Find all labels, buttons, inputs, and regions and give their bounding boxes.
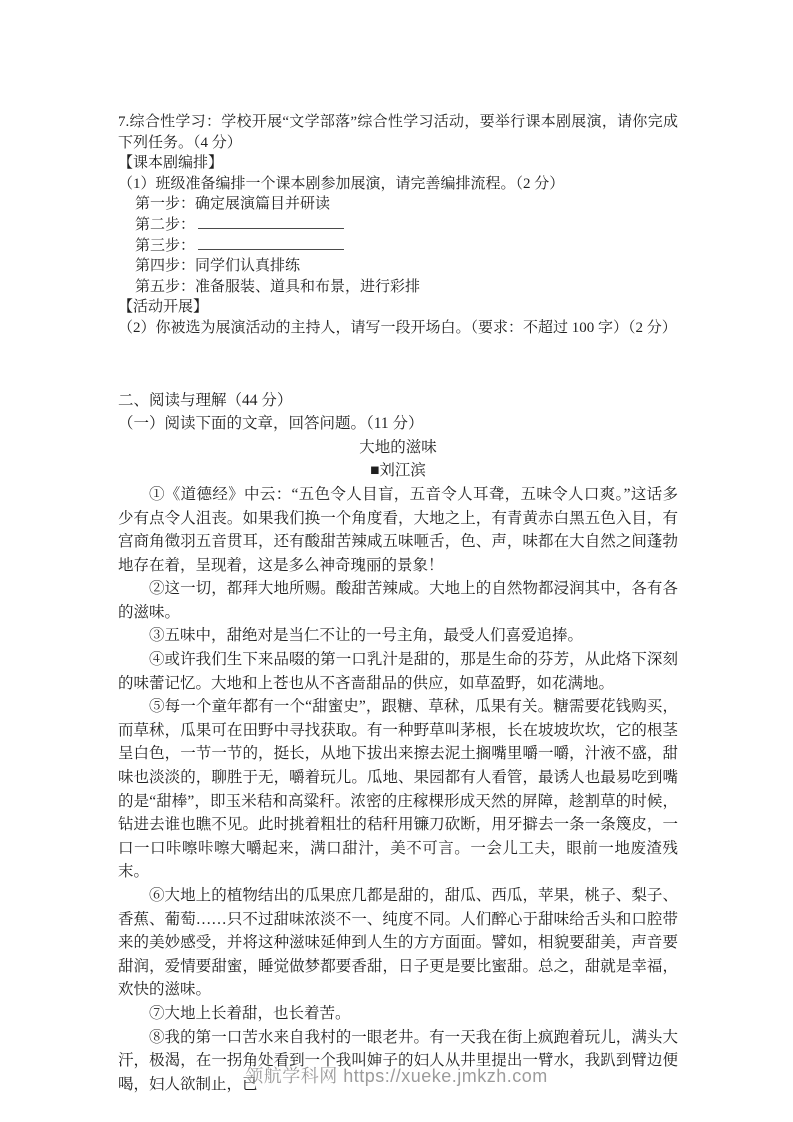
- step-text: 同学们认真排练: [195, 258, 301, 275]
- step-label: 第四步：: [135, 258, 196, 275]
- watermark-footer: 领航学科网 https://xueke.jmkzh.com: [245, 1066, 548, 1086]
- blank-underline: [198, 236, 344, 250]
- bracket-header-activity: 【活动开展】: [118, 299, 209, 316]
- article-paragraph-3: ③五味中，甜绝对是当仁不让的一号主角，最受人们喜爱追捧。: [149, 627, 584, 645]
- question-7-intro: 7.综合性学习：学校开展“文学部落”综合性学习活动，要举行课本剧展演，请你完成下列任务。（4 分）: [118, 114, 678, 151]
- article-author: ■刘江滨: [370, 462, 426, 480]
- step-text: 准备服装、道具和布景，进行彩排: [195, 278, 421, 295]
- page-content: [118, 112, 678, 1096]
- step-label: 第五步：: [135, 278, 196, 295]
- step-line-3: [135, 236, 678, 257]
- article-paragraph-2: ②这一切，都拜大地所赐。酸甜苦辣咸。大地上的自然物都浸润其中，各有各的滋味。: [118, 580, 678, 621]
- article-paragraph-6: ⑥大地上的植物结出的瓜果庶几都是甜的，甜瓜、西瓜，苹果，桃子、梨子、香蕉、葡萄……只不过甜味浓淡不一、纯度不同。人们醉心于甜味给舌头和口腔带来的美妙感受，并将这种滋味延伸到人生的方方面面。譬如，相貌要甜美，声音要甜润，爱情要甜蜜，睡觉做梦都要香甜，日子更是要比蜜甜。总之，甜就是幸福，欢快的滋味。: [118, 887, 678, 999]
- section-2-heading: 二、阅读与理解（44 分）: [118, 391, 293, 409]
- article-paragraph-5: ⑤每一个童年都有一个“甜蜜史”，跟糖、草秫，瓜果有关。糖需要花钱购买，而草秫，瓜果可在田野中寻找获取。有一种野草叫茅根，长在坡坡坎坎，它的根茎呈白色，一节一节的，挺长，从地下拔出来擦去泥土搁嘴里嚼一嚼，汁液不盛，甜味也淡淡的，聊胜于无，嚼着玩儿。瓜地、果园都有人看管，最诱人也最易吃到嘴的是“甜棒”，即玉米秸和高粱秆。浓密的庄稼棵形成天然的屏障，趁割草的时候，钻进去谁也瞧不见。此时挑着粗壮的秸秆用镰刀砍断，用牙擗去一条一条篾皮，一口一口咔嚓咔嚓大嚼起来，满口甜汁，美不可言。一会儿工夫，眼前一地废渣残末。: [118, 698, 678, 881]
- article-paragraph-1: ①《道德经》中云：“五色令人目盲，五音令人耳聋，五味令人口爽。”这话多少有点令人沮丧。如果我们换一个角度看，大地之上，有青黄赤白黑五色入目，有宫商角徵羽五音贯耳，还有酸甜苦辣咸五味咂舌，色、声，味都在大自然之间蓬勃地存在着，呈现着，这是多么神奇瑰丽的景象！: [118, 485, 678, 574]
- step-label: 第二步：: [135, 216, 196, 233]
- step-label: 第一步：: [135, 196, 196, 213]
- section-2-subheading: （一）阅读下面的文章，回答问题。（11 分）: [118, 415, 424, 433]
- step-line-4: [135, 256, 678, 277]
- step-line-2: [135, 215, 678, 236]
- step-text: 确定展演篇目并研读: [195, 196, 331, 213]
- article-title: 大地的滋味: [359, 438, 437, 456]
- step-list: [135, 194, 678, 297]
- bracket-header-rehearsal: 【课本剧编排】: [118, 155, 224, 172]
- article-paragraph-8: ⑧我的第一口苦水来自我村的一眼老井。有一天我在街上疯跑着玩儿，满头大汗，极渴，在一拐角处看到一个我叫婶子的妇人从井里提出一臂水，我趴到臂边便喝，妇人欲制止，已: [118, 1028, 678, 1093]
- question-7-block: [118, 112, 678, 339]
- step-line-1: [135, 194, 678, 215]
- reading-section: [118, 389, 678, 1097]
- article-paragraph-7: ⑦大地上长着甜，也长着苦。: [149, 1004, 351, 1022]
- blank-underline: [198, 215, 344, 229]
- article-paragraph-4: ④或许我们生下来品啜的第一口乳汁是甜的，那是生命的芬芳，从此烙下深刻的味蕾记忆。大地和上苍也从不吝啬甜品的供应，如草盈野，如花满地。: [118, 651, 678, 692]
- step-label: 第三步：: [135, 237, 196, 254]
- question-1-text: （1）班级准备编排一个课本剧参加展演，请完善编排流程。（2 分）: [118, 175, 565, 192]
- step-line-5: [135, 277, 678, 298]
- question-2-text: （2）你被选为展演活动的主持人，请写一段开场白。（要求：不超过 100 字）（2 分）: [118, 319, 677, 336]
